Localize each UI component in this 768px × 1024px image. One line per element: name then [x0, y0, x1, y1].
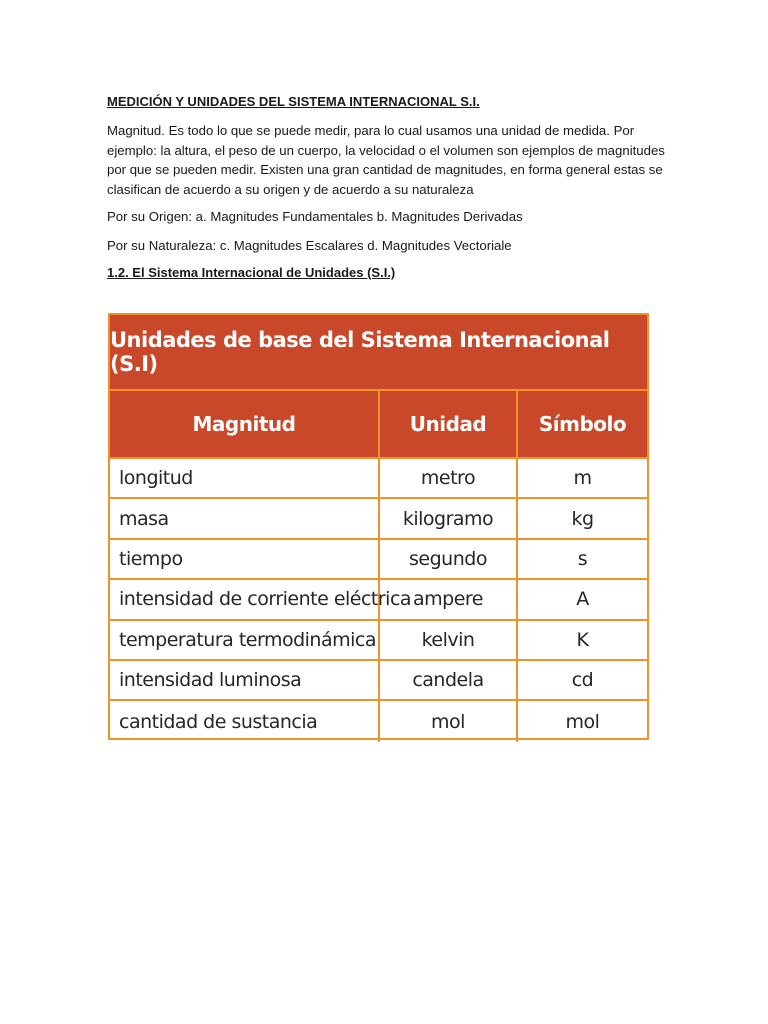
cell-magnitud: intensidad de corriente eléctrica — [110, 580, 380, 618]
intro-line: por que se pueden medir. Existen una gran cantidad de magnitudes, en forma general estas se — [107, 162, 663, 177]
header-simbolo: Símbolo — [538, 412, 627, 436]
table-row — [110, 459, 647, 499]
header-magnitud: Magnitud — [110, 391, 380, 457]
intro-line: ejemplo: la altura, el peso de un cuerpo, la velocidad o el volumen son ejemplos de magnitudes — [107, 142, 665, 158]
naturaleza-paragraph: Por su Naturaleza: c. Magnitudes Escalares d. Magnitudes Vectoriale — [107, 238, 512, 253]
cell-unidad: segundo — [380, 540, 518, 578]
cell-magnitud: intensidad luminosa — [110, 661, 380, 699]
cell-simbolo: kg — [571, 507, 594, 530]
cell-magnitud: tiempo — [110, 540, 380, 578]
origen-paragraph: Por su Origen: a. Magnitudes Fundamentales b. Magnitudes Derivadas — [107, 209, 523, 224]
intro-line: Magnitud. Es todo lo que se puede medir, para lo cual usamos una unidad de medida. Por — [107, 123, 635, 138]
cell-simbolo: A — [576, 588, 589, 611]
cell-simbolo: m — [573, 467, 592, 490]
cell-unidad: kelvin — [380, 621, 518, 659]
cell-simbolo: cd — [571, 669, 594, 692]
cell-simbolo: mol — [565, 710, 600, 733]
si-units-table — [108, 313, 649, 740]
cell-unidad: metro — [380, 459, 518, 497]
cell-unidad: mol — [380, 701, 518, 741]
cell-unidad: ampere — [380, 580, 518, 618]
table-header-row — [110, 391, 647, 459]
cell-simbolo: K — [576, 628, 589, 651]
table-body — [110, 459, 647, 742]
table-row — [110, 580, 647, 620]
intro-paragraph — [107, 121, 665, 199]
cell-unidad: candela — [380, 661, 518, 699]
header-unidad: Unidad — [380, 391, 518, 457]
table-row — [110, 621, 647, 661]
cell-magnitud: cantidad de sustancia — [110, 701, 380, 741]
section-heading: 1.2. El Sistema Internacional de Unidades (S.I.) — [107, 265, 396, 280]
table-row — [110, 661, 647, 701]
table-row — [110, 540, 647, 580]
document-title: MEDICIÓN Y UNIDADES DEL SISTEMA INTERNACIONAL S.I. — [107, 94, 480, 109]
table-title: Unidades de base del Sistema Internacional (S.I) — [110, 315, 647, 391]
table-row — [110, 499, 647, 539]
cell-magnitud: temperatura termodinámica — [110, 621, 380, 659]
cell-unidad: kilogramo — [380, 499, 518, 537]
cell-simbolo: s — [577, 547, 588, 570]
table-row — [110, 701, 647, 741]
cell-magnitud: longitud — [110, 459, 380, 497]
cell-magnitud: masa — [110, 499, 380, 537]
intro-line: clasifican de acuerdo a su origen y de acuerdo a su naturaleza — [107, 181, 474, 197]
